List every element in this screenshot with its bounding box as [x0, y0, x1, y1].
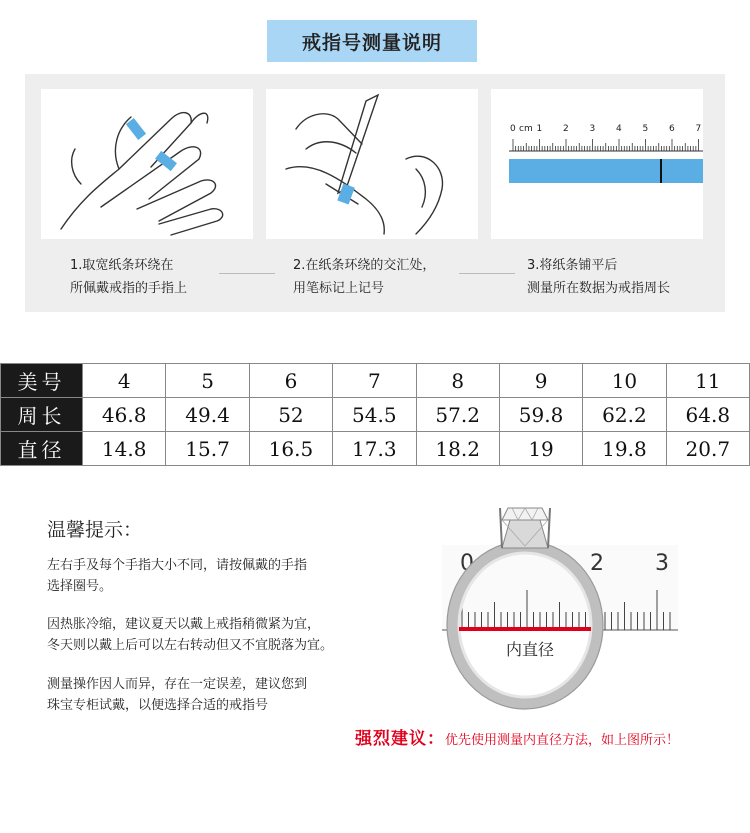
- ruler-unit-label: cm: [519, 124, 533, 134]
- ruler-tick-label: 5: [642, 124, 649, 134]
- table-cell: 7: [333, 364, 416, 398]
- step-2-text: [293, 254, 435, 300]
- table-cell: 10: [583, 364, 666, 398]
- table-cell: 14.8: [83, 432, 166, 466]
- table-cell: 46.8: [83, 398, 166, 432]
- step-1-hand-illustration: [41, 89, 253, 239]
- step-2-pen-illustration: [266, 89, 478, 239]
- ruler-tick-label: 4: [616, 124, 622, 134]
- table-cell: 17.3: [333, 432, 416, 466]
- page-title: 戒指号测量说明: [267, 20, 477, 62]
- tip-item: [47, 555, 307, 597]
- recommendation-note: [355, 724, 679, 749]
- table-cell: 8: [416, 364, 499, 398]
- table-cell: 9: [499, 364, 582, 398]
- table-cell: 4: [83, 364, 166, 398]
- step-2-line-1: 2.在纸条环绕的交汇处，: [293, 258, 436, 273]
- table-cell: 62.2: [583, 398, 666, 432]
- step-3-ruler-illustration: [491, 89, 703, 239]
- step-1-text: [70, 254, 187, 300]
- ruler-with-tape-icon: [491, 89, 703, 239]
- table-cell: 57.2: [416, 398, 499, 432]
- table-cell: 49.4: [166, 398, 249, 432]
- table-cell: 11: [666, 364, 749, 398]
- tip-item: [47, 674, 307, 716]
- row-header-us-size: 美号: [1, 364, 83, 398]
- tip-line: 珠宝专柜试戴，以便选择合适的戒指号: [47, 698, 269, 713]
- ring-size-table: [0, 363, 750, 466]
- row-header-diameter: 直径: [1, 432, 83, 466]
- ruler-tick-label: 2: [563, 124, 569, 134]
- step-3-text: [527, 254, 670, 300]
- table-cell: 59.8: [499, 398, 582, 432]
- tip-line: 因热胀冷缩，建议夏天以戴上戒指稍微紧为宜，: [47, 617, 321, 632]
- tip-line: 左右手及每个手指大小不同，请按佩戴的手指: [47, 558, 308, 573]
- table-cell: 5: [166, 364, 249, 398]
- tip-line: 选择圈号。: [47, 579, 113, 594]
- table-cell: 16.5: [249, 432, 332, 466]
- table-cell: 19.8: [583, 432, 666, 466]
- table-cell: 20.7: [666, 432, 749, 466]
- ruler-number: 3: [655, 551, 669, 576]
- step-1-line-1: 1.取宽纸条环绕在: [70, 258, 174, 273]
- recommendation-label: 强烈建议：: [355, 729, 445, 749]
- step-1-line-2: 所佩戴戒指的手指上: [70, 281, 188, 296]
- hand-with-pen-icon: [266, 89, 478, 239]
- ruler-tick-label: 0: [510, 124, 516, 134]
- ruler-tick-label: 1: [536, 124, 543, 134]
- ring-inner-diameter-illustration: [440, 500, 690, 715]
- ruler-number: 2: [590, 551, 604, 576]
- step-3-line-2: 测量所在数据为戒指周长: [527, 281, 671, 296]
- table-row-us-size: [1, 364, 750, 398]
- hand-with-tape-icon: [41, 89, 253, 239]
- table-cell: 54.5: [333, 398, 416, 432]
- table-cell: 19: [499, 432, 582, 466]
- row-header-circumference: 周长: [1, 398, 83, 432]
- step-2-line-2: 用笔标记上记号: [293, 281, 385, 296]
- table-cell: 15.7: [166, 432, 249, 466]
- ruler-tick-label: 3: [589, 124, 596, 134]
- table-cell: 64.8: [666, 398, 749, 432]
- step-3-line-1: 3.将纸条铺平后: [527, 258, 618, 273]
- ruler-tick-label: 6: [669, 124, 675, 134]
- step-divider: [459, 273, 515, 274]
- tip-line: 测量操作因人而异，存在一定误差，建议您到: [47, 677, 308, 692]
- table-cell: 18.2: [416, 432, 499, 466]
- table-cell: 6: [249, 364, 332, 398]
- ruler-tick-label: 7: [695, 124, 702, 134]
- measurement-steps-panel: [25, 74, 725, 312]
- step-divider: [219, 273, 275, 274]
- inner-diameter-label: 内直径: [506, 640, 555, 659]
- tip-item: [47, 614, 333, 656]
- tip-line: 冬天则以戴上后可以左右转动但又不宜脱落为宜。: [47, 638, 334, 653]
- recommendation-text: 优先使用测量内直径方法，如上图所示！: [445, 733, 680, 748]
- table-cell: 52: [249, 398, 332, 432]
- table-row-circumference: [1, 398, 750, 432]
- ruler-number: 0: [460, 551, 474, 576]
- ring-on-ruler-icon: [440, 500, 690, 715]
- table-row-diameter: [1, 432, 750, 466]
- tips-title: 温馨提示：: [47, 519, 143, 541]
